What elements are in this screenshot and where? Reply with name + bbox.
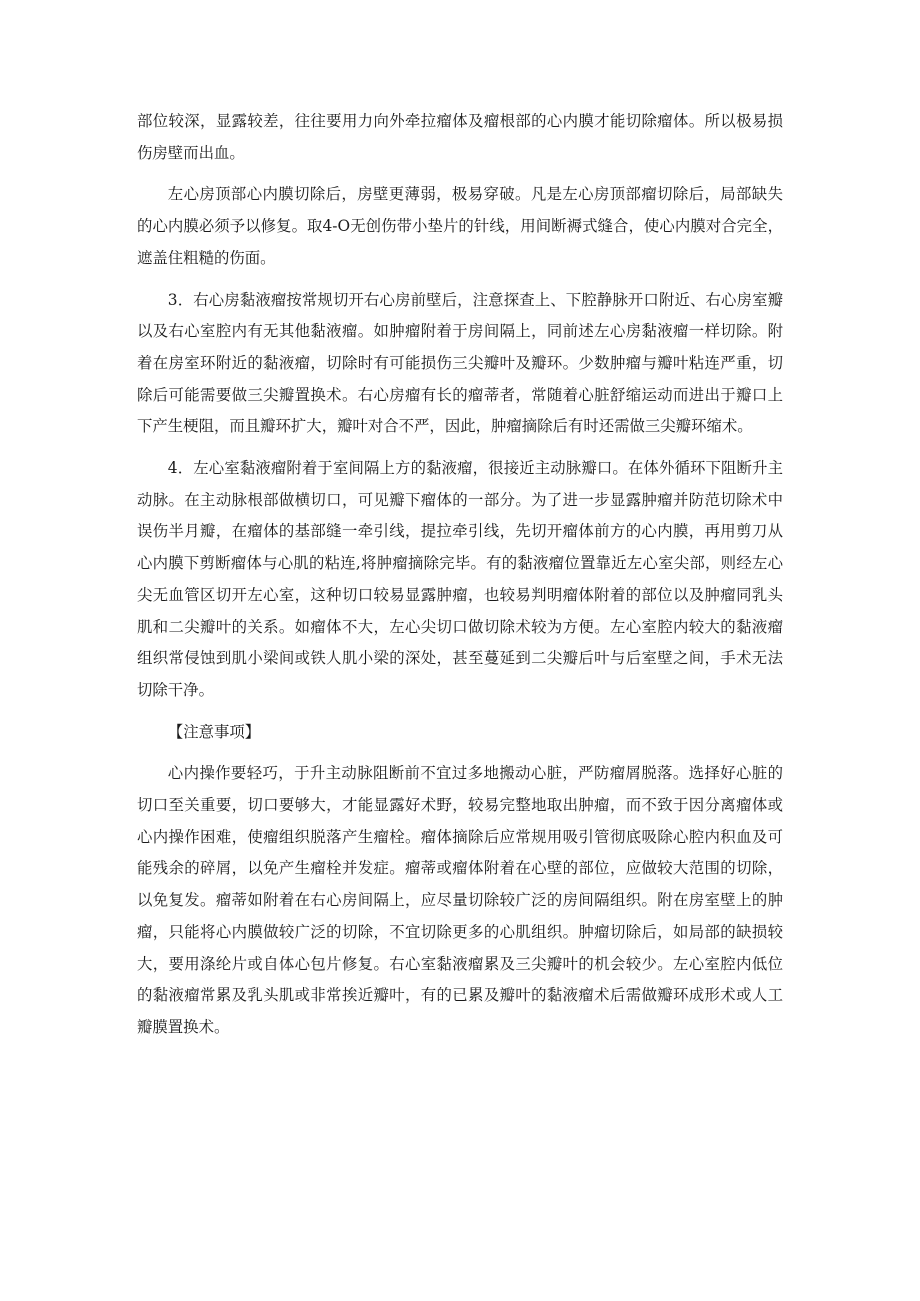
document-page [137, 106, 783, 1054]
section-heading-precautions: 【注意事项】 [167, 722, 261, 741]
paragraph-right-atrium-myxoma: 3．右心房黏液瘤按常规切开右心房前壁后，注意探查上、下腔静脉开口附近、右心房室瓣以及右心室腔内有无其他黏液瘤。如肿瘤附着于房间隔上，同前述左心房黏液瘤一样切除。附着在房室环附近的黏液瘤，切除时有可能损伤三尖瓣叶及瓣环。少数肿瘤与瓣叶粘连严重，切除后可能需要做三尖瓣置换术。右心房瘤有长的瘤蒂者，常随着心脏舒缩运动而进出于瓣口上下产生梗阻，而且瓣环扩大，瓣叶对合不严，因此，肿瘤摘除后有时还需做三尖瓣环缩术。 [137, 290, 783, 436]
paragraph-left-ventricle-myxoma: 4．左心室黏液瘤附着于室间隔上方的黏液瘤，很接近主动脉瓣口。在体外循环下阻断升主动脉。在主动脉根部做横切口，可见瓣下瘤体的一部分。为了进一步显露肿瘤并防范切除术中误伤半月瓣，在瘤体的基部缝一牵引线，提拉牵引线，先切开瘤体前方的心内膜，再用剪刀从心内膜下剪断瘤体与心肌的粘连,将肿瘤摘除完毕。有的黏液瘤位置靠近左心室尖部，则经左心尖无血管区切开左心室，这种切口较易显露肿瘤，也较易判明瘤体附着的部位以及肿瘤同乳头肌和二尖瓣叶的关系。如瘤体不大，左心尖切口做切除术较为方便。左心室腔内较大的黏液瘤组织常侵蚀到肌小梁间或铁人肌小梁的深处，甚至蔓延到二尖瓣后叶与后室壁之间，手术无法切除干净。 [137, 459, 783, 699]
paragraph-continuation: 部位较深，显露较差，往往要用力向外牵拉瘤体及瘤根部的心内膜才能切除瘤体。所以极易损伤房壁而出血。 [137, 112, 783, 162]
paragraph-left-atrium-roof: 左心房顶部心内膜切除后，房壁更薄弱，极易穿破。凡是左心房顶部瘤切除后，局部缺失的心内膜必须予以修复。取4-O无创伤带小垫片的针线，用间断褥式缝合，使心内膜对合完全，遮盖住粗糙的伤面。 [137, 185, 783, 267]
paragraph-precautions: 心内操作要轻巧，于升主动脉阻断前不宜过多地搬动心脏，严防瘤屑脱落。选择好心脏的切口至关重要，切口要够大，才能显露好术野，较易完整地取出肿瘤，而不致于因分离瘤体或心内操作困难，使瘤组织脱落产生瘤栓。瘤体摘除后应常规用吸引管彻底吸除心腔内积血及可能残余的碎屑，以免产生瘤栓并发症。瘤蒂或瘤体附着在心壁的部位，应做较大范围的切除，以免复发。瘤蒂如附着在右心房间隔上，应尽量切除较广泛的房间隔组织。附在房室壁上的肿瘤，只能将心内膜做较广泛的切除，不宜切除更多的心肌组织。肿瘤切除后，如局部的缺损较大，要用涤纶片或自体心包片修复。右心室黏液瘤累及三尖瓣叶的机会较少。左心室腔内低位的黏液瘤常累及乳头肌或非常挨近瓣叶，有的已累及瓣叶的黏液瘤术后需做瓣环成形术或人工瓣膜置换术。 [137, 764, 783, 1036]
